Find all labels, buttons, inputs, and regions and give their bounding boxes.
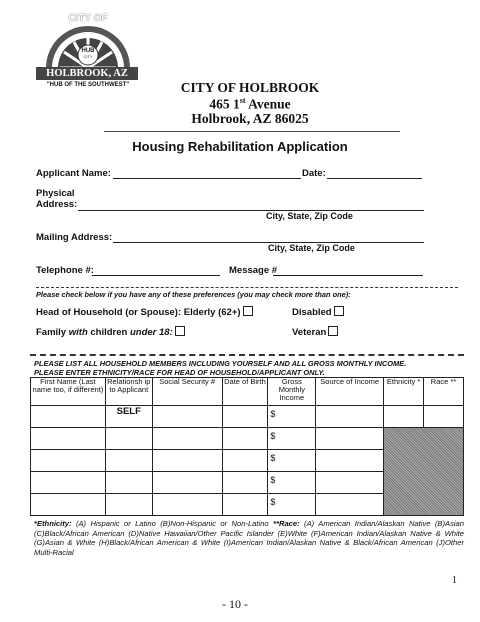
household-note-2: PLEASE ENTER ETHNICITY/RACE FOR HEAD OF HOUSEHOLD/APPLICANT ONLY. xyxy=(34,368,325,377)
dob-cell[interactable] xyxy=(222,450,268,472)
column-header: Ethnicity * xyxy=(384,378,424,406)
household-note-1: PLEASE LIST ALL HOUSEHOLD MEMBERS INCLUDING YOURSELF AND ALL GROSS MONTHLY INCOME. xyxy=(34,359,407,368)
physical-label: Physical xyxy=(36,188,75,199)
preferences-note: Please check below if you have any of these preferences (you may check more than one): xyxy=(36,290,351,299)
income-cell[interactable]: $ xyxy=(268,406,316,428)
column-header: First Name (Last name too, if different) xyxy=(31,378,106,406)
address-label: Address: xyxy=(36,199,78,210)
first-name-cell[interactable] xyxy=(31,494,106,516)
logo-slogan: "HUB OF THE SOUTHWEST" xyxy=(46,82,130,88)
form-title: Housing Rehabilitation Application xyxy=(132,139,348,154)
source-cell[interactable] xyxy=(316,406,384,428)
relationship-cell: SELF xyxy=(105,406,152,428)
section-divider xyxy=(36,287,458,288)
ssn-cell[interactable] xyxy=(152,406,222,428)
telephone-label: Telephone #: xyxy=(36,265,94,276)
column-header: Gross Monthly Income xyxy=(268,378,316,406)
logo-hub-sub: CITY xyxy=(83,54,93,59)
household-divider xyxy=(30,354,464,356)
first-name-cell[interactable] xyxy=(31,406,106,428)
table-header-row xyxy=(31,378,464,406)
relationship-cell[interactable] xyxy=(105,472,152,494)
page-number: 1 xyxy=(452,575,457,586)
ssn-cell[interactable] xyxy=(152,494,222,516)
logo-banner: HOLBROOK, AZ xyxy=(36,67,138,80)
physical-address-field[interactable] xyxy=(78,210,424,211)
source-cell[interactable] xyxy=(316,428,384,450)
applicant-name-field[interactable] xyxy=(113,178,301,179)
income-cell[interactable]: $ xyxy=(268,472,316,494)
column-header: Date of Birth xyxy=(222,378,268,406)
ethnicity-race-footnote: *Ethnicity: (A) Hispanic or Latino (B)Non-Hispanic or Non-Latino **Race: (A) American Indian/Alaskan Native (B)Asian (C)Black/African American (D)Native Hawaiian/Other Pacific Islander (E)White (F)American Indian/Alaskan Native & White (G)Asian & White (H)Black/African American & White (I)American Indian/Alaskan Native & Black/African American (J)Other Multi-Racial xyxy=(34,519,465,557)
telephone-field[interactable] xyxy=(92,275,220,276)
ssn-cell[interactable] xyxy=(152,472,222,494)
header-divider xyxy=(104,131,400,132)
dob-cell[interactable] xyxy=(222,494,268,516)
physical-city-state-zip-label: City, State, Zip Code xyxy=(266,211,353,221)
first-name-cell[interactable] xyxy=(31,428,106,450)
ssn-cell[interactable] xyxy=(152,428,222,450)
city-name: CITY OF HOLBROOK xyxy=(180,80,320,95)
city-state-zip: Holbrook, AZ 86025 xyxy=(191,111,309,126)
column-header: Social Security # xyxy=(152,378,222,406)
relationship-cell[interactable] xyxy=(105,494,152,516)
source-cell[interactable] xyxy=(316,472,384,494)
family-preference: Family with children under 18: xyxy=(36,326,185,338)
column-header: Relationsh ip to Applicant xyxy=(105,378,152,406)
column-header: Source of Income xyxy=(316,378,384,406)
elderly-preference: Head of Household (or Spouse): Elderly (62+) xyxy=(36,306,253,318)
table-row xyxy=(31,428,464,450)
veteran-preference: Veteran xyxy=(292,326,338,338)
street-address: 465 1st Avenue xyxy=(209,96,291,112)
family-checkbox[interactable] xyxy=(175,326,185,336)
logo-hub-text: HUB xyxy=(81,48,95,54)
race-cell[interactable] xyxy=(424,406,464,428)
first-name-cell[interactable] xyxy=(31,472,106,494)
mailing-address-label: Mailing Address: xyxy=(36,232,113,243)
income-cell[interactable]: $ xyxy=(268,428,316,450)
household-table xyxy=(30,377,464,516)
source-cell[interactable] xyxy=(316,494,384,516)
column-header: Race ** xyxy=(424,378,464,406)
city-logo xyxy=(32,10,144,92)
logo-arc-text: CITY OF xyxy=(68,13,108,24)
first-name-cell[interactable] xyxy=(31,450,106,472)
shaded-cell xyxy=(384,428,464,516)
income-cell[interactable]: $ xyxy=(268,494,316,516)
ssn-cell[interactable] xyxy=(152,450,222,472)
message-field[interactable] xyxy=(273,275,423,276)
date-field[interactable] xyxy=(327,178,422,179)
dob-cell[interactable] xyxy=(222,428,268,450)
income-cell[interactable]: $ xyxy=(268,450,316,472)
date-label: Date: xyxy=(302,168,326,179)
source-cell[interactable] xyxy=(316,450,384,472)
disabled-checkbox[interactable] xyxy=(334,306,344,316)
table-row xyxy=(31,406,464,428)
disabled-preference: Disabled xyxy=(292,306,344,318)
dob-cell[interactable] xyxy=(222,406,268,428)
mailing-city-state-zip-label: City, State, Zip Code xyxy=(268,243,355,253)
applicant-name-label: Applicant Name: xyxy=(36,168,111,179)
relationship-cell[interactable] xyxy=(105,450,152,472)
relationship-cell[interactable] xyxy=(105,428,152,450)
veteran-checkbox[interactable] xyxy=(328,326,338,336)
handwritten-page-mark: - 10 - xyxy=(222,597,248,611)
dob-cell[interactable] xyxy=(222,472,268,494)
ethnicity-cell[interactable] xyxy=(384,406,424,428)
elderly-checkbox[interactable] xyxy=(243,306,253,316)
message-label: Message # xyxy=(229,265,278,276)
